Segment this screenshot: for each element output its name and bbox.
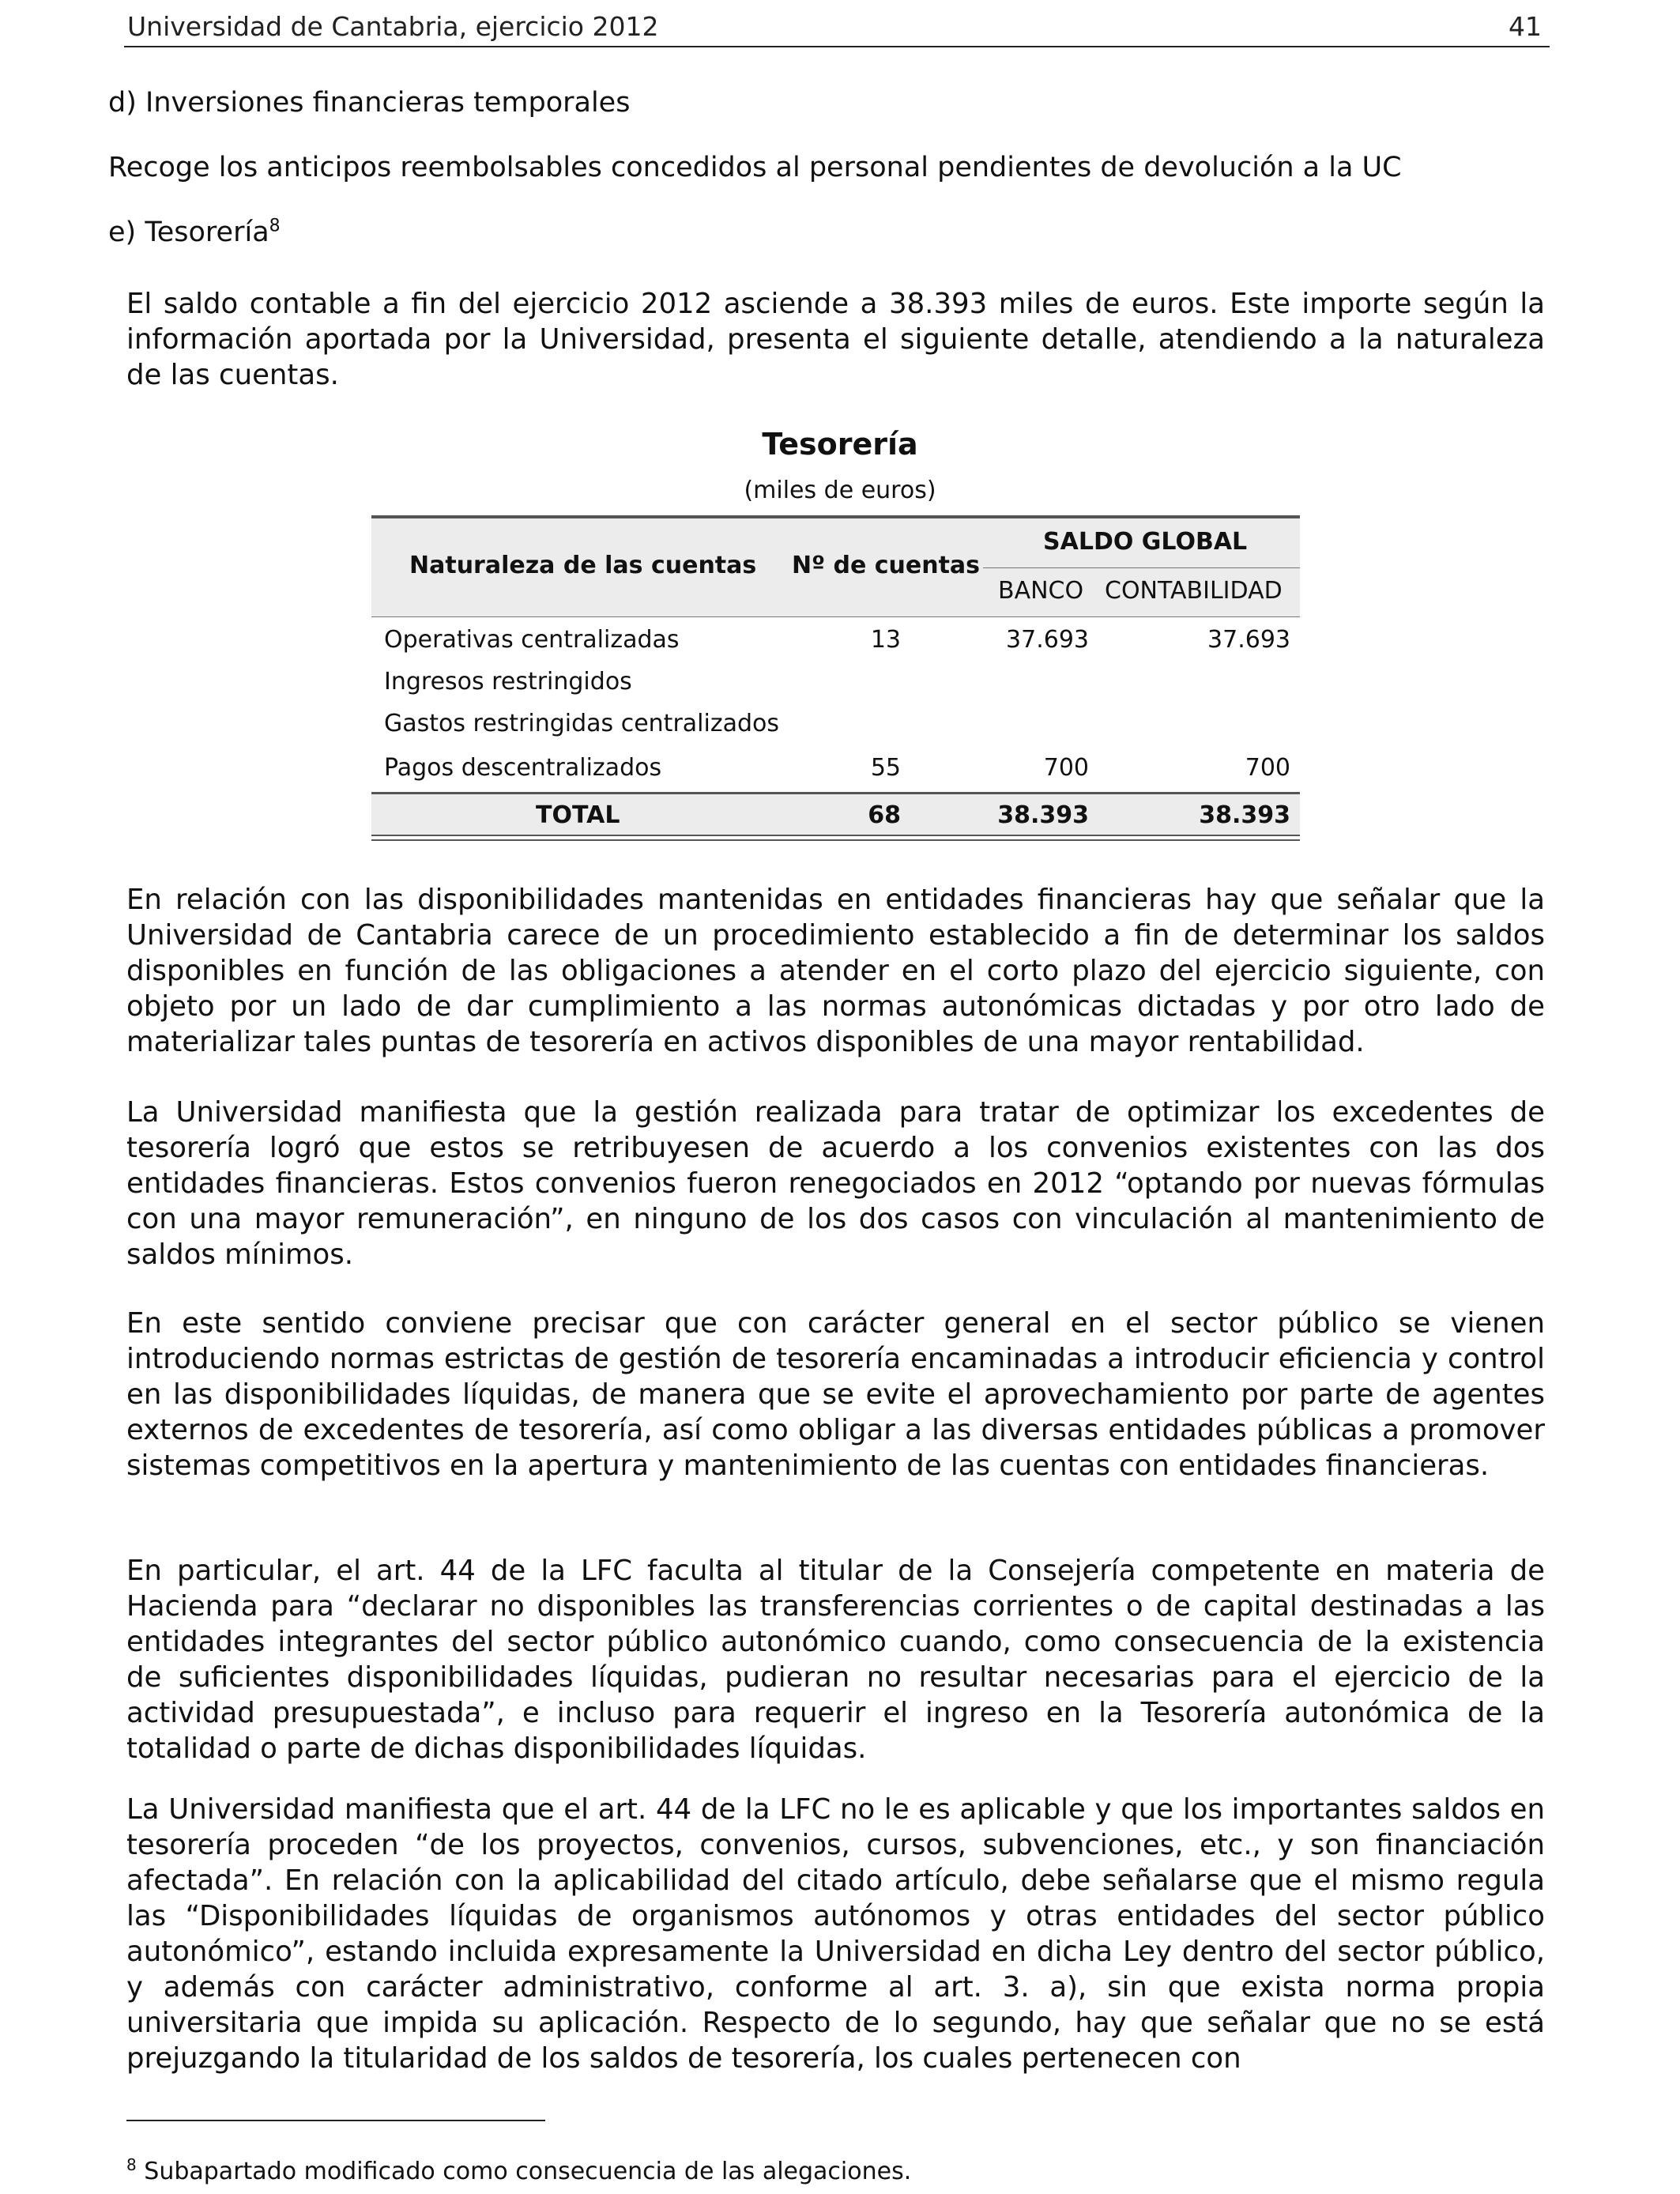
table-title: Tesorería bbox=[762, 427, 918, 462]
col-header-nature: Naturaleza de las cuentas bbox=[409, 552, 757, 579]
col-header-group: SALDO GLOBAL bbox=[1043, 528, 1248, 556]
paragraph-3: En este sentido conviene precisar que con carácter general en el sector público se vienen introduciendo normas estrictas de gestión de tesorería encaminadas a introducir eficiencia y control en las disponibilidades líquidas, de manera que se evite el aprovechamiento por parte de agentes externos de excedentes de tesorería, así como obligar a las diversas entidades públicas a promover sistemas competitivos en la apertura y mantenimiento de las cuentas con entidades financieras. bbox=[126, 1307, 1545, 1482]
row-label: Operativas centralizadas bbox=[384, 626, 680, 654]
page-number: 41 bbox=[1509, 11, 1542, 42]
footnote-ref: 8 bbox=[269, 216, 281, 236]
total-bank: 38.393 bbox=[997, 801, 1089, 829]
table-subtitle: (miles de euros) bbox=[744, 477, 936, 504]
footnote-text: Subapartado modificado como consecuencia de las alegaciones. bbox=[144, 2158, 912, 2185]
col-header-count: Nº de cuentas bbox=[792, 552, 981, 579]
row-accounting: 37.693 bbox=[1207, 626, 1290, 654]
footnote-separator bbox=[126, 2120, 545, 2121]
row-label: Pagos descentralizados bbox=[384, 754, 662, 782]
row-label: Gastos restringidas centralizados bbox=[384, 710, 779, 737]
intro-paragraph: El saldo contable a fin del ejercicio 2012 asciende a 38.393 miles de euros. Este importe según la información aportada por la Universidad, presenta el siguiente detalle, atendiendo a la naturaleza de las cuentas. bbox=[126, 288, 1545, 391]
treasury-table bbox=[371, 515, 1300, 847]
table-bottom-double-rule bbox=[371, 835, 1300, 841]
row-bank: 37.693 bbox=[1006, 626, 1089, 654]
total-row-background bbox=[371, 794, 1300, 835]
col-header-accounting: CONTABILIDAD bbox=[1105, 577, 1283, 605]
row-label: Ingresos restringidos bbox=[384, 668, 632, 696]
paragraph-4: En particular, el art. 44 de la LFC faculta al titular de la Consejería competente en materia de Hacienda para “declarar no disponibles las transferencias corrientes o de capital destinadas a las entidades integrantes del sector público autonómico cuando, como consecuencia de la existencia de suficientes disponibilidades líquidas, pudieran no resultar necesarias para el ejercicio de la actividad presupuestada”, e incluso para requerir el ingreso en la Tesorería autonómica de la totalidad o parte de dichas disponibilidades líquidas. bbox=[126, 1555, 1545, 1765]
total-top-rule bbox=[371, 792, 1300, 794]
section-d-text: Recoge los anticipos reembolsables concedidos al personal pendientes de devolución a la UC bbox=[108, 152, 1402, 183]
total-accounting: 38.393 bbox=[1199, 801, 1290, 829]
page-header bbox=[124, 9, 1550, 47]
row-count: 55 bbox=[870, 754, 901, 782]
paragraph-5: La Universidad manifiesta que el art. 44 de la LFC no le es aplicable y que los importantes saldos en tesorería proceden “de los proyectos, convenios, cursos, subvenciones, etc., y son financiación afectada”. En relación con la aplicabilidad del citado artículo, debe señalarse que el mismo regula las “Disponibilidades líquidas de organismos autónomos y otras entidades del sector público autonómico”, estando incluida expresamente la Universidad en dicha Ley dentro del sector público, y además con carácter administrativo, conforme al art. 3. a), sin que exista norma propia universitaria que impida su aplicación. Respecto de lo segundo, hay que señalar que no se está prejuzgando la titularidad de los saldos de tesorería, los cuales pertenecen con bbox=[126, 1793, 1545, 2075]
table-top-rule bbox=[371, 515, 1300, 518]
total-label: TOTAL bbox=[536, 801, 620, 829]
paragraph-1: En relación con las disponibilidades mantenidas en entidades financieras hay que señalar que la Universidad de Cantabria carece de un procedimiento establecido a fin de determinar los saldos disponibles en función de las obligaciones a atender en el corto plazo del ejercicio siguiente, con objeto por un lado de dar cumplimiento a las normas autonómicas dictadas y por otro lado de materializar tales puntas de tesorería en activos disponibles de una mayor rentabilidad. bbox=[126, 884, 1545, 1058]
row-count: 13 bbox=[870, 626, 901, 654]
section-e-title: e) Tesorería bbox=[108, 217, 269, 248]
footnote-marker: 8 bbox=[126, 2155, 137, 2174]
row-accounting: 700 bbox=[1245, 754, 1290, 782]
table-group-rule bbox=[983, 567, 1300, 568]
col-header-bank: BANCO bbox=[998, 577, 1084, 605]
section-e-heading bbox=[108, 217, 281, 248]
section-d-heading: d) Inversiones financieras temporales bbox=[108, 87, 631, 119]
table-header-rule bbox=[371, 616, 1300, 617]
total-count: 68 bbox=[868, 801, 901, 829]
paragraph-2: La Universidad manifiesta que la gestión realizada para tratar de optimizar los excedentes de tesorería logró que estos se retribuyesen de acuerdo a los convenios existentes con las dos entidades financieras. Estos convenios fueron renegociados en 2012 “optando por nuevas fórmulas con una mayor remuneración”, en ninguno de los dos casos con vinculación al mantenimiento de saldos mínimos. bbox=[126, 1096, 1545, 1271]
footnote bbox=[126, 2155, 912, 2185]
row-bank: 700 bbox=[1043, 754, 1089, 782]
header-title: Universidad de Cantabria, ejercicio 2012 bbox=[127, 11, 659, 42]
